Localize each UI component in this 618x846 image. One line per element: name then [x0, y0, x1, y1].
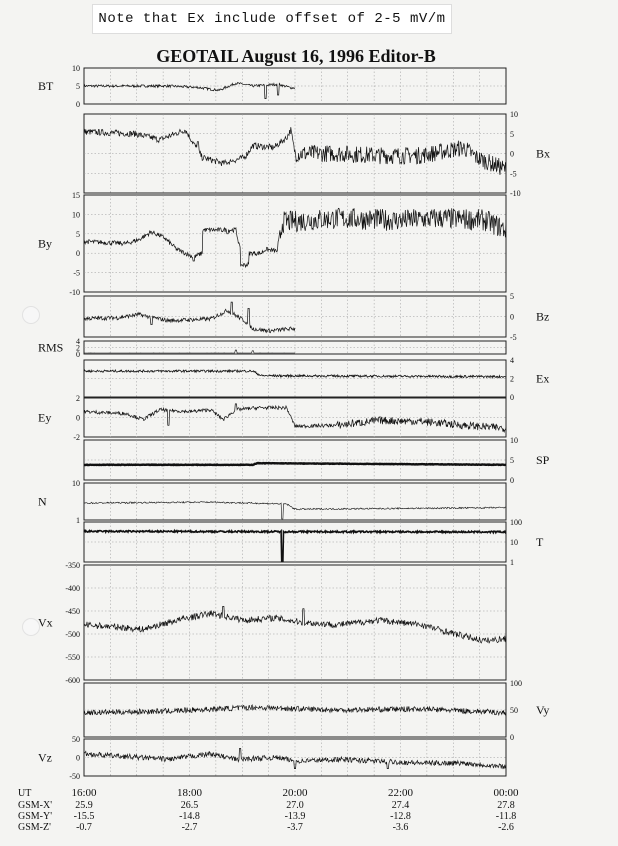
tick-label-vy: 100 [510, 679, 522, 688]
panel-label-vy: Vy [536, 703, 550, 717]
series-line-ey [84, 404, 506, 432]
tick-label-bx: 10 [510, 110, 518, 119]
footer-label-ut: UT [18, 788, 32, 799]
tick-label-by: -10 [69, 288, 80, 297]
tick-label-t: 100 [510, 518, 522, 527]
footer-value: 25.9 [75, 800, 93, 811]
tick-label-t: 10 [510, 538, 518, 547]
tick-label-vx: -550 [65, 653, 80, 662]
footer-value: -3.6 [392, 822, 409, 833]
footer-value: -11.8 [495, 811, 517, 822]
footer-value: 26.5 [180, 800, 199, 811]
tick-label-vx: -600 [65, 676, 80, 685]
tick-label-bx: -5 [510, 169, 517, 179]
series-line-vz [84, 748, 506, 769]
panel-label-rms: RMS [38, 340, 64, 355]
x-tick-label: 22:00 [387, 787, 414, 799]
tick-label-ex: 2 [510, 374, 514, 384]
panel-label-sp: SP [536, 453, 550, 467]
tick-label-bz: -5 [510, 333, 517, 342]
x-tick-label: 00:00 [493, 787, 519, 799]
tick-label-rms: 0 [76, 350, 80, 359]
tick-label-ey: 2 [76, 394, 80, 403]
x-tick-label: 20:00 [282, 787, 308, 799]
tick-label-vy: 50 [510, 706, 518, 715]
tick-label-vx: -450 [65, 607, 80, 616]
tick-label-sp: 5 [510, 456, 514, 465]
footer-value: -15.5 [73, 811, 95, 822]
tick-label-sp: 0 [510, 476, 514, 485]
tick-label-n: 10 [72, 479, 80, 488]
tick-label-ey: -2 [73, 433, 80, 442]
footer-label-gsmz: GSM-Z' [18, 822, 51, 833]
footer-value: -2.7 [181, 822, 198, 833]
footer-value: -3.7 [287, 822, 303, 833]
tick-label-n: 1 [76, 516, 80, 525]
footer-value: -12.8 [390, 811, 411, 822]
panel-label-bx: Bx [536, 146, 551, 161]
tick-label-vz: 0 [76, 753, 80, 763]
tick-label-by: -5 [73, 268, 80, 278]
tick-label-bz: 5 [510, 292, 514, 301]
offset-note: Note that Ex include offset of 2-5 mV/m [92, 4, 452, 34]
panel-label-n: N [38, 494, 47, 509]
tick-label-bt: 5 [76, 82, 80, 91]
tick-label-vz: 50 [72, 735, 80, 744]
panel-label-vz: Vz [38, 750, 52, 765]
panel-label-bt: BT [38, 79, 54, 93]
x-tick-label: 16:00 [71, 787, 97, 799]
footer-value: -14.8 [179, 811, 200, 822]
tick-label-rms: 4 [76, 337, 80, 346]
tick-label-ex: 4 [510, 356, 514, 365]
tick-label-bt: 10 [72, 64, 80, 73]
footer-value: 27.8 [497, 800, 515, 811]
panel-label-ey: Ey [38, 410, 52, 425]
tick-label-bx: 5 [510, 129, 514, 139]
tick-label-by: 15 [72, 191, 80, 200]
footer-value: 27.4 [391, 800, 410, 811]
footer-label-gsmx: GSM-X' [18, 800, 53, 811]
panel-label-ex: Ex [536, 371, 550, 386]
tick-label-ey: 0 [76, 413, 80, 423]
tick-label-rms: 2 [76, 343, 80, 353]
tick-label-ex: 0 [510, 393, 514, 402]
panel-label-bz: Bz [536, 309, 550, 324]
tick-label-by: 5 [76, 229, 80, 239]
tick-label-vy: 0 [510, 733, 514, 742]
tick-label-by: 0 [76, 249, 80, 259]
footer-value: -2.6 [498, 822, 514, 833]
tick-label-vx: -400 [65, 584, 80, 593]
panel-label-vx: Vx [38, 615, 53, 630]
series-line-t [84, 531, 506, 561]
tick-label-bx: -10 [510, 189, 521, 198]
panel-label-by: By [38, 236, 53, 251]
tick-label-vx: -500 [65, 630, 80, 639]
tick-label-bt: 0 [76, 100, 80, 109]
tick-label-bz: 0 [510, 312, 514, 322]
tick-label-sp: 10 [510, 436, 518, 445]
tick-label-t: 1 [510, 558, 514, 567]
footer-label-gsmy: GSM-Y' [18, 811, 53, 822]
series-line-sp [84, 463, 506, 465]
tick-label-by: 10 [72, 210, 80, 220]
tick-label-vx: -350 [65, 561, 80, 570]
footer-value: -13.9 [284, 811, 306, 822]
tick-label-bx: 0 [510, 149, 514, 159]
x-tick-label: 18:00 [176, 787, 203, 799]
footer-value: -0.7 [76, 822, 92, 833]
footer-value: 27.0 [286, 800, 304, 811]
panel-label-t: T [536, 535, 544, 549]
tick-label-vz: -50 [69, 772, 80, 781]
chart-title: GEOTAIL August 16, 1996 Editor-B [156, 46, 436, 66]
